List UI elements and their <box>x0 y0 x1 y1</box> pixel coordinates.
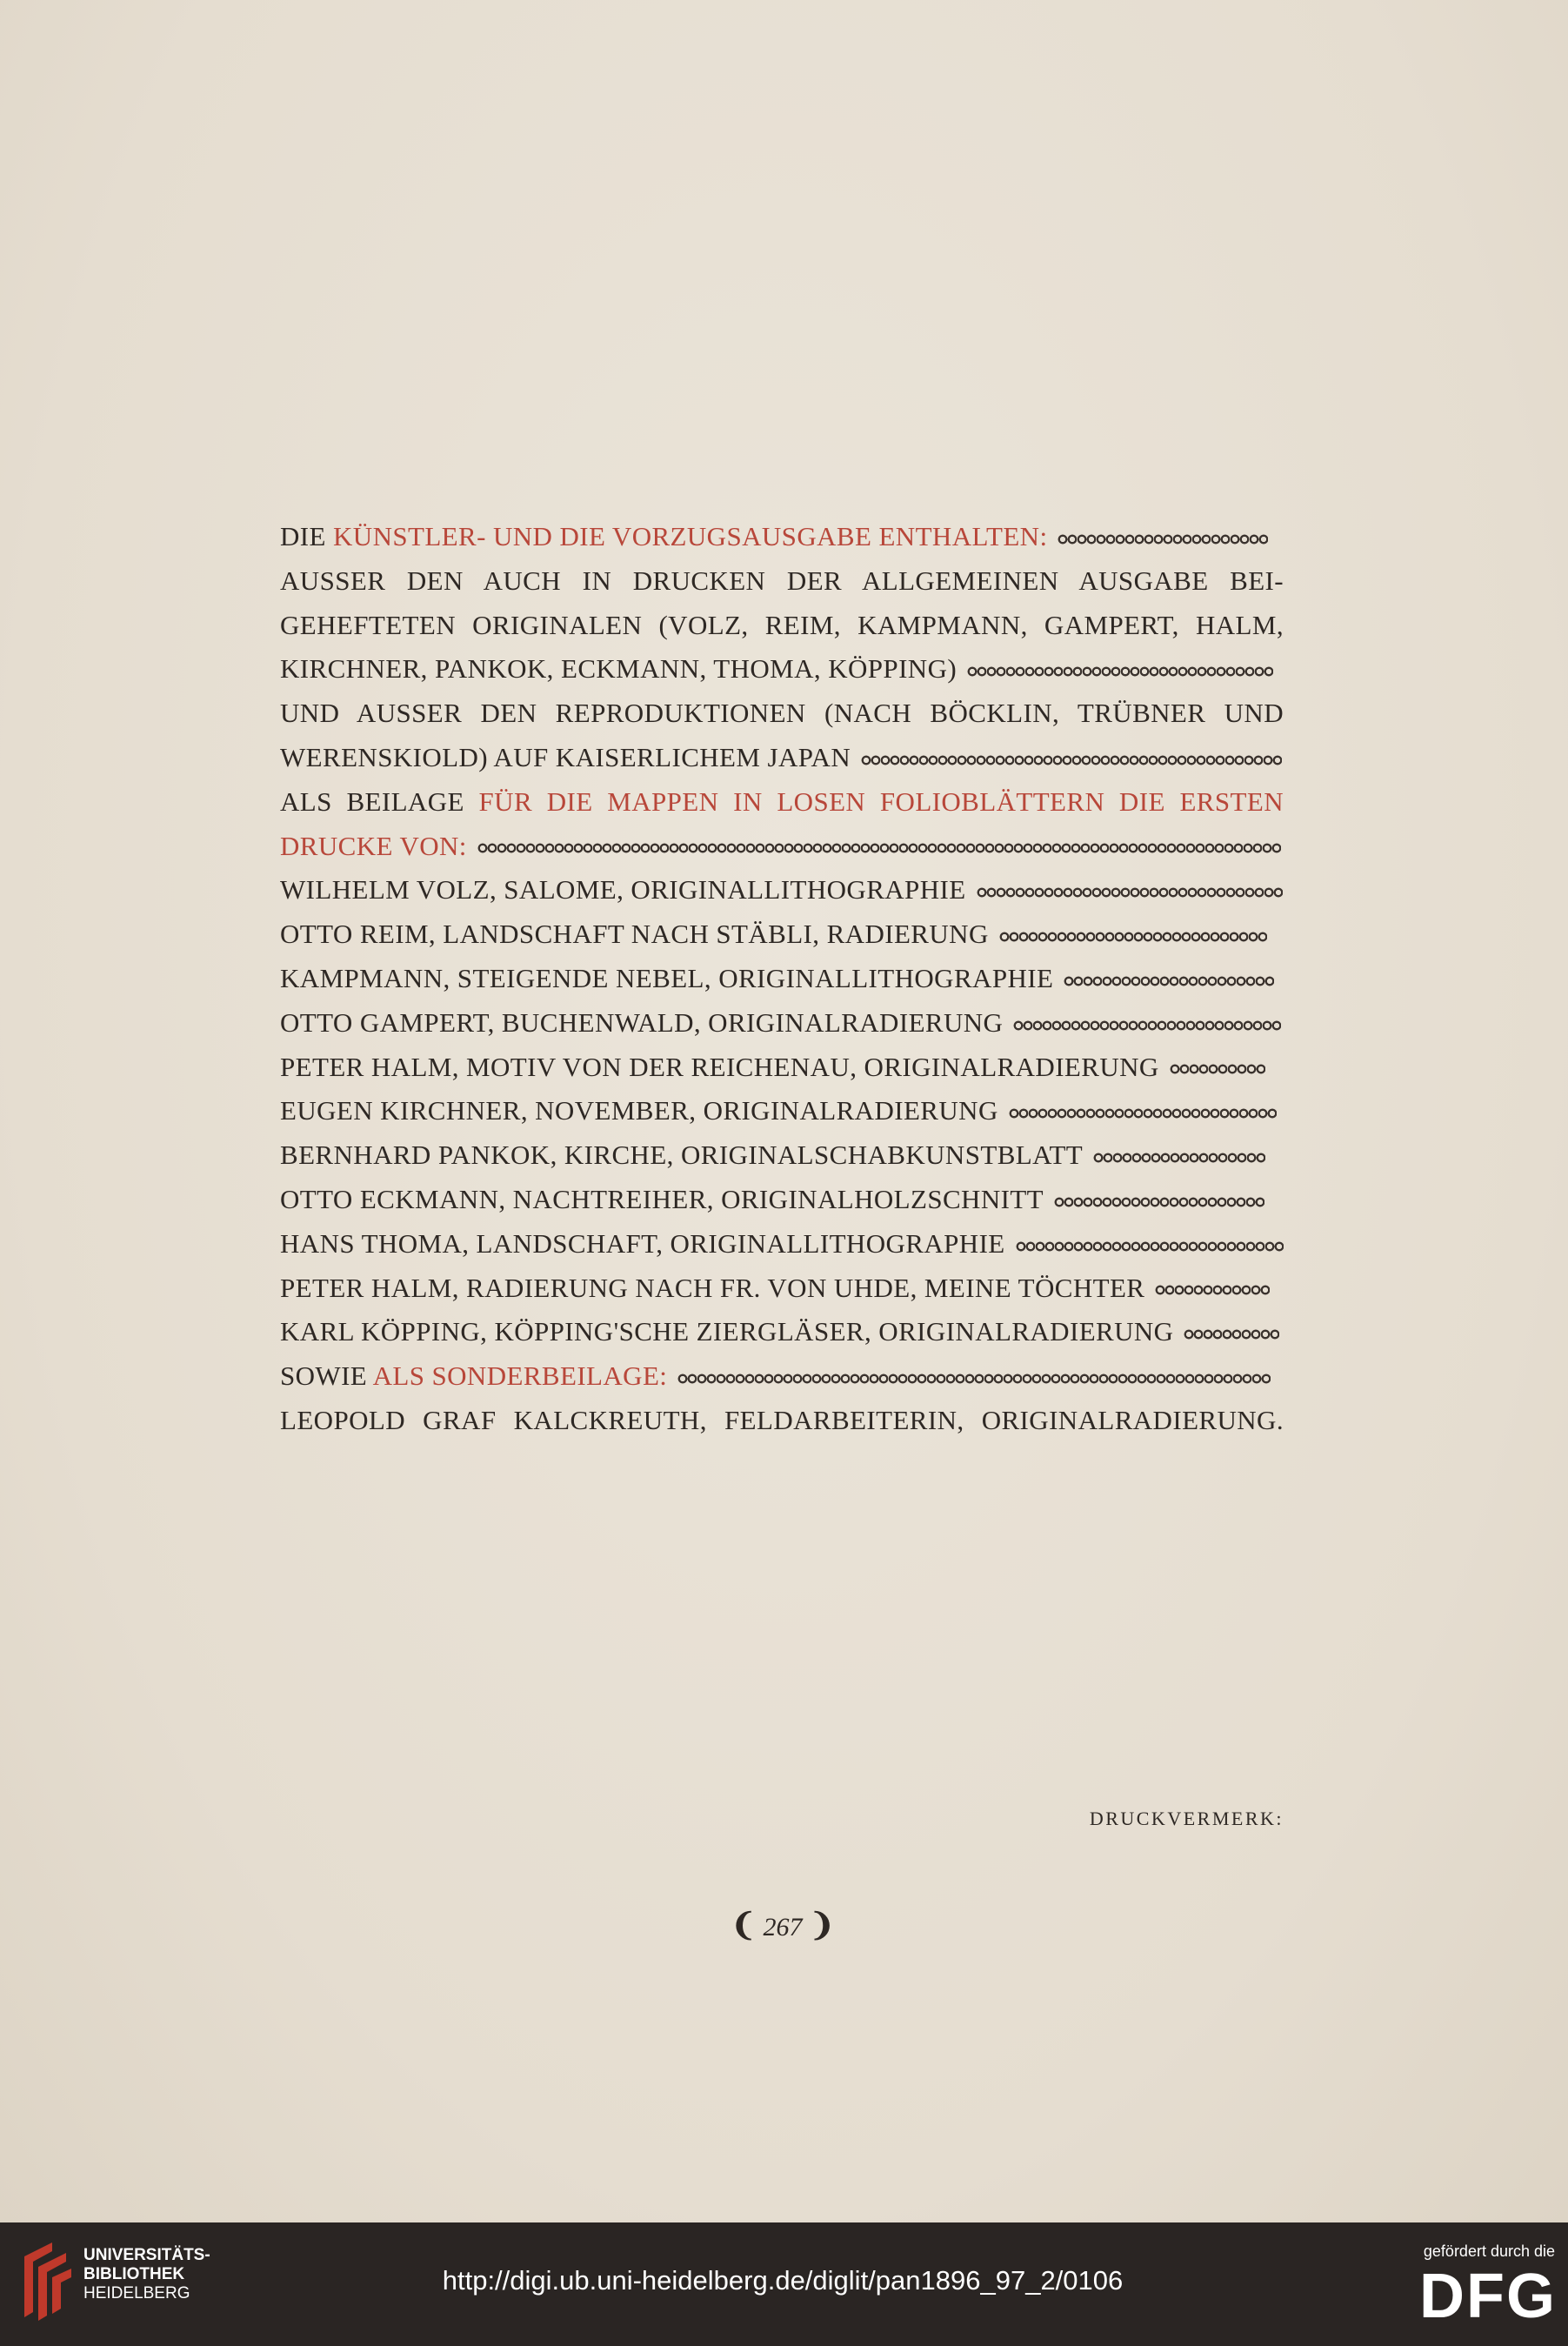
text-line-segment: SOWIE <box>280 1360 373 1392</box>
text-line-segment: OTTO ECKMANN, NACHTREIHER, ORIGINALHOLZSCHNITT <box>280 1183 1044 1214</box>
ornament-border-icon <box>1013 1016 1281 1035</box>
text-line-segment: WILHELM VOLZ, SALOME, ORIGINALLITHOGRAPHIE <box>280 874 966 906</box>
funded-by-label: gefördert durch die <box>1423 2242 1555 2260</box>
text-line <box>280 957 1284 1001</box>
ornament-border-icon <box>861 751 1282 770</box>
ornament-border-icon <box>477 839 1281 858</box>
ornament-border-icon <box>1009 1104 1277 1123</box>
page-number-bracket-left: ❨ <box>730 1908 757 1942</box>
dfg-logo: DFG <box>1419 2262 1557 2331</box>
text-line-segment: ALS BEILAGE <box>280 785 479 817</box>
text-line <box>280 1089 1284 1133</box>
text-line-segment: UND AUSSER DEN REPRODUKTIONEN (NACH BÖCKLIN, TRÜBNER UND <box>280 698 1284 729</box>
text-line-segment: EUGEN KIRCHNER, NOVEMBER, ORIGINALRADIERUNG <box>280 1095 998 1126</box>
page-number <box>696 1907 870 1943</box>
text-line <box>280 1310 1284 1354</box>
ornament-border-icon <box>1054 1193 1264 1212</box>
text-line <box>280 647 1284 692</box>
text-line <box>280 825 1284 869</box>
text-line-accent: FÜR DIE MAPPEN IN LOSEN FOLIOBLÄTTERN DIE ERSTEN <box>478 785 1284 817</box>
text-line <box>280 515 1284 559</box>
text-line <box>280 1267 1284 1311</box>
text-line <box>280 868 1284 912</box>
text-line-segment: KAMPMANN, STEIGENDE NEBEL, ORIGINALLITHOGRAPHIE <box>280 962 1054 993</box>
text-line-segment: OTTO REIM, LANDSCHAFT NACH STÄBLI, RADIERUNG <box>280 919 989 950</box>
text-line-segment: DIE <box>280 521 333 551</box>
ornament-border-icon <box>1170 1059 1265 1079</box>
ornament-border-icon <box>1016 1237 1284 1256</box>
text-line-segment: KARL KÖPPING, KÖPPING'SCHE ZIERGLÄSER, ORIGINALRADIERUNG <box>280 1316 1174 1347</box>
text-line <box>280 1001 1284 1046</box>
text-line <box>280 1046 1284 1090</box>
ornament-border-icon <box>999 927 1267 946</box>
library-name-line3: HEIDELBERG <box>83 2284 190 2303</box>
text-line <box>280 604 1284 648</box>
text-line-segment: OTTO GAMPERT, BUCHENWALD, ORIGINALRADIERUNG <box>280 1006 1004 1038</box>
text-line <box>280 1354 1284 1399</box>
text-line <box>280 780 1284 825</box>
page-number-bracket-right: ❩ <box>809 1908 836 1942</box>
text-line-segment: HANS THOMA, LANDSCHAFT, ORIGINALLITHOGRAPHIE <box>280 1227 1005 1259</box>
text-line-segment: PETER HALM, RADIERUNG NACH FR. VON UHDE, MEINE TÖCHTER <box>280 1272 1145 1303</box>
text-line <box>280 1222 1284 1267</box>
text-line-segment: PETER HALM, MOTIV VON DER REICHENAU, ORIGINALRADIERUNG <box>280 1051 1159 1082</box>
text-line-segment: KIRCHNER, PANKOK, ECKMANN, THOMA, KÖPPING) <box>280 653 957 685</box>
text-line <box>280 912 1284 957</box>
text-line-accent: ALS SONDERBEILAGE: <box>372 1360 668 1392</box>
library-name-line1: UNIVERSITÄTS- <box>83 2246 210 2264</box>
text-line <box>280 692 1284 736</box>
text-line <box>280 1178 1284 1222</box>
ornament-border-icon <box>1093 1148 1265 1167</box>
ornament-border-icon <box>1058 530 1268 549</box>
text-line <box>280 1399 1284 1443</box>
text-line-accent: DRUCKE VON: <box>280 830 467 861</box>
library-name-line2: BIBLIOTHEK <box>83 2265 185 2283</box>
ornament-border-icon <box>967 662 1273 681</box>
ornament-border-icon <box>677 1369 1271 1388</box>
text-line-segment: AUSSER DEN AUCH IN DRUCKEN DER ALLGEMEINEN AUSGABE BEI- <box>280 565 1284 596</box>
colophon-text <box>280 515 1284 1443</box>
text-line-segment: WERENSKIOLD) AUF KAISERLICHEM JAPAN <box>280 741 851 772</box>
text-line-segment: BERNHARD PANKOK, KIRCHE, ORIGINALSCHABKUNSTBLATT <box>280 1140 1084 1171</box>
text-line-accent: KÜNSTLER- UND DIE VORZUGSAUSGABE ENTHALTEN: <box>333 521 1048 551</box>
page-number-value: 267 <box>763 1913 803 1942</box>
ornament-border-icon <box>977 883 1283 902</box>
library-name <box>83 2246 210 2303</box>
ornament-border-icon <box>1064 972 1274 991</box>
text-line-segment: LEOPOLD GRAF KALCKREUTH, FELDARBEITERIN, ORIGINALRADIERUNG. <box>280 1404 1284 1435</box>
text-line <box>280 559 1284 604</box>
text-line <box>280 1133 1284 1178</box>
text-line-segment: GEHEFTETEN ORIGINALEN (VOLZ, REIM, KAMPMANN, GAMPERT, HALM, <box>280 609 1284 640</box>
library-logo-icon <box>17 2239 75 2323</box>
page-url-link[interactable]: http://digi.ub.uni-heidelberg.de/diglit/pan1896_97_2/0106 <box>442 2265 1124 2296</box>
ornament-border-icon <box>1155 1280 1270 1300</box>
ornament-border-icon <box>1184 1325 1279 1344</box>
imprint-label: DRUCKVERMERK: <box>1089 1808 1284 1829</box>
text-line <box>280 736 1284 780</box>
